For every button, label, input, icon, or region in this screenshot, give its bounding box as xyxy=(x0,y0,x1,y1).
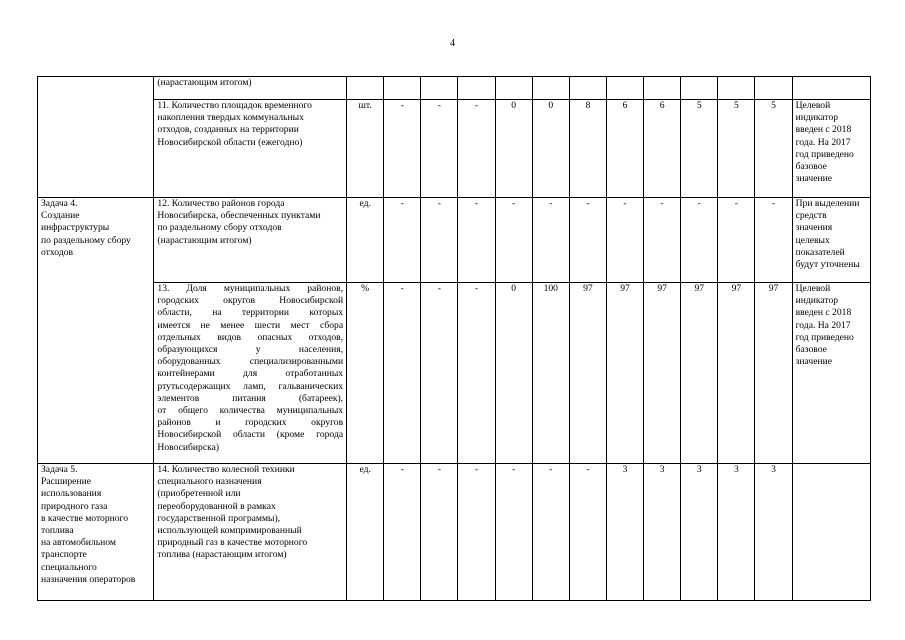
indicator-text-line: контейнерами для отработанных xyxy=(157,368,344,380)
indicator-text-line: районов и городских округов xyxy=(157,417,344,429)
value-cell: - xyxy=(532,464,569,601)
value-cell xyxy=(532,77,569,100)
task-text-line: по раздельному сбору xyxy=(41,234,131,246)
note-cell xyxy=(792,77,870,100)
note-cell xyxy=(792,198,870,283)
note-text-line: значение xyxy=(795,356,833,368)
task-text-line: топлива xyxy=(41,525,74,537)
value-cell: 3 xyxy=(755,464,792,601)
indicator-text-line: отходов, созданных на территории xyxy=(157,124,299,136)
table-row xyxy=(38,283,871,464)
value-cell xyxy=(458,77,495,100)
note-cell xyxy=(792,100,870,198)
value-cell: - xyxy=(606,198,643,283)
indicator-text-line: топлива (нарастающим итогом) xyxy=(157,549,287,561)
value-cell: 0 xyxy=(495,100,532,198)
note-text-line: года. На 2017 xyxy=(795,319,851,331)
value-cell: 3 xyxy=(718,464,755,601)
note-text-line: При выделении xyxy=(795,198,860,209)
indicator-text-line: 13. Доля муниципальных районов, xyxy=(157,283,344,294)
value-cell xyxy=(718,77,755,100)
table-row xyxy=(38,464,871,601)
note-text-line: значения xyxy=(795,222,833,234)
indicator-text-line: от общего количества муниципальных xyxy=(157,405,344,417)
note-text-line: год приведено xyxy=(795,148,854,160)
task-text-line: отходов xyxy=(41,246,74,258)
value-cell: 3 xyxy=(644,464,681,601)
value-cell: - xyxy=(532,198,569,283)
note-text-line: Целевой xyxy=(795,100,831,111)
note-text-line: показателей xyxy=(795,246,845,258)
value-cell: - xyxy=(384,464,421,601)
indicator-text-line: использующей компримированный xyxy=(157,525,302,537)
task-text-line: специального xyxy=(41,561,97,573)
note-text-line: введен с 2018 xyxy=(795,307,852,319)
note-cell xyxy=(792,283,870,464)
unit-cell xyxy=(347,77,384,100)
value-cell: 97 xyxy=(606,283,643,464)
note-text-line: введен с 2018 xyxy=(795,124,852,136)
indicator-cell xyxy=(154,100,347,198)
value-cell: - xyxy=(458,464,495,601)
table-row xyxy=(38,198,871,283)
task-text-line: инфраструктуры xyxy=(41,222,110,234)
value-cell: - xyxy=(384,198,421,283)
note-text-line: индикатор xyxy=(795,295,839,307)
note-text-line: значение xyxy=(795,173,833,185)
indicator-text-line: городских округов Новосибирской xyxy=(157,295,344,307)
value-cell: - xyxy=(421,283,458,464)
value-cell: 97 xyxy=(755,283,792,464)
note-text-line: год приведено xyxy=(795,331,854,343)
task-text-line: назначения операторов xyxy=(41,573,136,585)
indicator-text-line: по раздельному сбору отходов xyxy=(157,222,282,234)
indicator-cell xyxy=(154,283,347,464)
value-cell: 5 xyxy=(755,100,792,198)
indicator-cell xyxy=(154,464,347,601)
task-text-line: в качестве моторного xyxy=(41,512,129,524)
indicator-text-line: образующихся у населения, xyxy=(157,344,344,356)
indicator-text-line: накопления твердых коммунальных xyxy=(157,112,304,124)
value-cell: - xyxy=(569,464,606,601)
value-cell: 6 xyxy=(644,100,681,198)
unit-cell: ед. xyxy=(347,198,384,283)
task-text-line: на автомобильном xyxy=(41,537,116,549)
indicator-cell xyxy=(154,77,347,100)
note-text-line: Целевой xyxy=(795,283,831,294)
table-row xyxy=(38,77,871,100)
page-number: 4 xyxy=(450,38,455,49)
task-text-line: использования xyxy=(41,488,102,500)
indicator-text-line: Новосибирска, обеспеченных пунктами xyxy=(157,210,321,222)
indicator-text-line: Новосибирской области (кроме города xyxy=(157,429,344,441)
indicator-text-line: области, на территории которых xyxy=(157,307,344,319)
value-cell: 5 xyxy=(718,100,755,198)
note-text-line: года. На 2017 xyxy=(795,136,851,148)
task-text-line: Создание xyxy=(41,210,80,222)
indicator-text-line: ртутьсодержащих ламп, гальванических xyxy=(157,380,344,392)
value-cell: - xyxy=(458,100,495,198)
value-cell: - xyxy=(458,283,495,464)
value-cell: - xyxy=(458,198,495,283)
table-row xyxy=(38,100,871,198)
value-cell xyxy=(755,77,792,100)
value-cell: 3 xyxy=(606,464,643,601)
note-text-line: базовое xyxy=(795,161,827,173)
note-text-line: целевых xyxy=(795,234,830,246)
value-cell: - xyxy=(421,100,458,198)
task-cell xyxy=(38,464,154,601)
indicator-text-line: переоборудованной в рамках xyxy=(157,500,276,512)
value-cell: 0 xyxy=(532,100,569,198)
indicator-text-line: (нарастающим итогом) xyxy=(157,234,252,246)
note-text-line: индикатор xyxy=(795,112,839,124)
task-text-line: Задача 5. xyxy=(41,464,78,475)
value-cell xyxy=(606,77,643,100)
indicators-table xyxy=(37,76,871,601)
value-cell: - xyxy=(644,198,681,283)
note-text-line: средств xyxy=(795,210,827,222)
value-cell xyxy=(681,77,718,100)
value-cell: 3 xyxy=(681,464,718,601)
indicator-text-line: (приобретенной или xyxy=(157,488,241,500)
indicator-text-line: Новосибирской области (ежегодно) xyxy=(157,136,303,148)
value-cell: 97 xyxy=(718,283,755,464)
task-text-line: Расширение xyxy=(41,476,91,488)
value-cell: - xyxy=(681,198,718,283)
note-text-line: базовое xyxy=(795,344,827,356)
value-cell: 97 xyxy=(569,283,606,464)
unit-cell: ед. xyxy=(347,464,384,601)
task-text-line: природного газа xyxy=(41,500,108,512)
indicator-text-line: 12. Количество районов города xyxy=(157,198,285,209)
indicator-text-line: Новосибирска) xyxy=(157,441,220,453)
indicator-text-line: элементов питания (батареек), xyxy=(157,392,344,404)
value-cell: - xyxy=(495,198,532,283)
value-cell: 97 xyxy=(681,283,718,464)
indicator-cell xyxy=(154,198,347,283)
indicator-text-line: 14. Количество колесной техники xyxy=(157,464,295,475)
indicator-text-line: специального назначения xyxy=(157,476,262,488)
indicator-text-line: имеется не менее шести мест сбора xyxy=(157,319,344,331)
value-cell: 100 xyxy=(532,283,569,464)
indicator-text-line: государственной программы), xyxy=(157,512,281,524)
value-cell xyxy=(569,77,606,100)
value-cell: 6 xyxy=(606,100,643,198)
indicator-text-line: природный газ в качестве моторного xyxy=(157,537,308,549)
note-text-line: будут уточнены xyxy=(795,259,860,271)
value-cell xyxy=(421,77,458,100)
value-cell: 5 xyxy=(681,100,718,198)
value-cell: 0 xyxy=(495,283,532,464)
indicator-text-line: оборудованных специализированными xyxy=(157,356,344,368)
value-cell: - xyxy=(495,464,532,601)
value-cell: - xyxy=(384,100,421,198)
value-cell xyxy=(495,77,532,100)
task-cell xyxy=(38,77,154,198)
value-cell xyxy=(384,77,421,100)
value-cell: - xyxy=(384,283,421,464)
unit-cell: % xyxy=(347,283,384,464)
indicator-text-line: отдельных видов опасных отходов, xyxy=(157,331,344,343)
value-cell: - xyxy=(421,464,458,601)
indicator-text-line: (нарастающим итогом) xyxy=(157,77,252,88)
note-cell xyxy=(792,464,870,601)
task-text-line: транспорте xyxy=(41,549,87,561)
task-text-line: Задача 4. xyxy=(41,198,78,209)
value-cell: - xyxy=(421,198,458,283)
task-cell xyxy=(38,198,154,464)
value-cell xyxy=(644,77,681,100)
value-cell: - xyxy=(569,198,606,283)
value-cell: 97 xyxy=(644,283,681,464)
value-cell: 8 xyxy=(569,100,606,198)
unit-cell: шт. xyxy=(347,100,384,198)
value-cell: - xyxy=(718,198,755,283)
indicator-text-line: 11. Количество площадок временного xyxy=(157,100,312,111)
value-cell: - xyxy=(755,198,792,283)
